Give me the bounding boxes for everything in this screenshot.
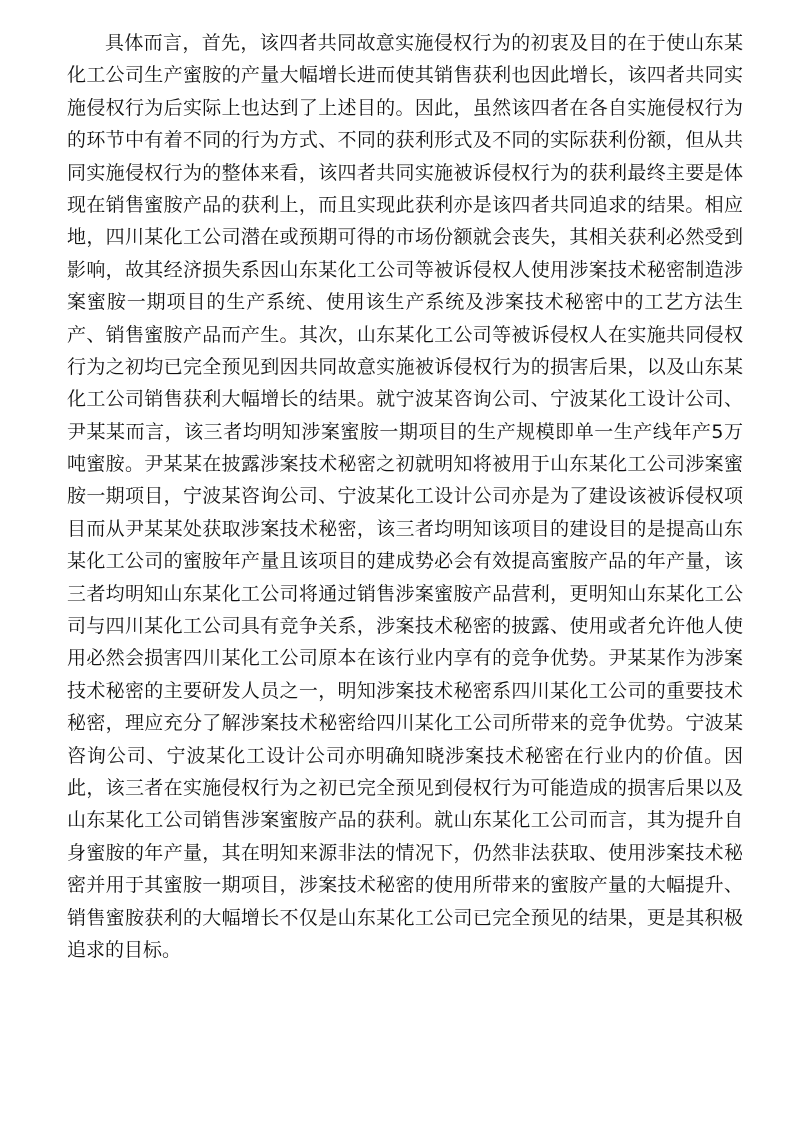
- body-paragraph: [67, 27, 743, 966]
- paragraph-line: 胺一期项目，宁波某咨询公司、宁波某化工设计公司亦是为了建设该被诉侵权项: [67, 485, 743, 508]
- paragraph-line: 同实施侵权行为的整体来看，该四者共同实施被诉侵权行为的获利最终主要是体: [67, 161, 743, 184]
- paragraph-line: 施侵权行为后实际上也达到了上述目的。因此，虽然该四者在各自实施侵权行为: [67, 96, 743, 119]
- paragraph-line: 行为之初均已完全预见到因共同故意实施被诉侵权行为的损害后果，以及山东某: [67, 355, 743, 378]
- paragraph-line: 化工公司销售获利大幅增长的结果。就宁波某咨询公司、宁波某化工设计公司、: [67, 388, 743, 411]
- paragraph-line: 具体而言，首先，该四者共同故意实施侵权行为的初衷及目的在于使山东某: [105, 32, 743, 54]
- paragraph-line: 化工公司生产蜜胺的产量大幅增长进而使其销售获利也因此增长，该四者共同实: [67, 64, 743, 87]
- paragraph-line: 尹某某而言，该三者均明知涉案蜜胺一期项目的生产规模即单一生产线年产5万: [67, 420, 743, 443]
- paragraph-line: 用必然会损害四川某化工公司原本在该行业内享有的竞争优势。尹某某作为涉案: [67, 647, 743, 670]
- paragraph-line: 咨询公司、宁波某化工设计公司亦明确知晓涉案技术秘密在行业内的价值。因: [67, 744, 743, 767]
- paragraph-line: 秘密，理应充分了解涉案技术秘密给四川某化工公司所带来的竞争优势。宁波某: [67, 712, 743, 735]
- paragraph-line: 的环节中有着不同的行为方式、不同的获利形式及不同的实际获利份额，但从共: [67, 129, 743, 152]
- paragraph-line: 技术秘密的主要研发人员之一，明知涉案技术秘密系四川某化工公司的重要技术: [67, 679, 743, 702]
- paragraph-line: 某化工公司的蜜胺年产量且该项目的建成势必会有效提高蜜胺产品的年产量，该: [67, 550, 743, 573]
- paragraph-line: 案蜜胺一期项目的生产系统、使用该生产系统及涉案技术秘密中的工艺方法生: [67, 291, 743, 314]
- paragraph-line: 山东某化工公司销售涉案蜜胺产品的获利。就山东某化工公司而言，其为提升自: [67, 809, 743, 832]
- paragraph-line: 销售蜜胺获利的大幅增长不仅是山东某化工公司已完全预见的结果，更是其积极: [67, 906, 743, 929]
- paragraph-line: 三者均明知山东某化工公司将通过销售涉案蜜胺产品营利，更明知山东某化工公: [67, 582, 743, 605]
- paragraph-line: 目而从尹某某处获取涉案技术秘密，该三者均明知该项目的建设目的是提高山东: [67, 517, 743, 540]
- paragraph-line: 追求的目标。: [67, 938, 182, 961]
- paragraph-line: 吨蜜胺。尹某某在披露涉案技术秘密之初就明知将被用于山东某化工公司涉案蜜: [67, 453, 743, 476]
- paragraph-line: 产、销售蜜胺产品而产生。其次，山东某化工公司等被诉侵权人在实施共同侵权: [67, 323, 743, 346]
- paragraph-line: 影响，故其经济损失系因山东某化工公司等被诉侵权人使用涉案技术秘密制造涉: [67, 258, 743, 281]
- paragraph-line: 现在销售蜜胺产品的获利上，而且实现此获利亦是该四者共同追求的结果。相应: [67, 193, 743, 216]
- paragraph-line: 密并用于其蜜胺一期项目，涉案技术秘密的使用所带来的蜜胺产量的大幅提升、: [67, 874, 743, 897]
- paragraph-line: 地，四川某化工公司潜在或预期可得的市场份额就会丧失，其相关获利必然受到: [67, 226, 743, 249]
- paragraph-line: 司与四川某化工公司具有竞争关系，涉案技术秘密的披露、使用或者允许他人使: [67, 615, 743, 638]
- paragraph-line: 此，该三者在实施侵权行为之初已完全预见到侵权行为可能造成的损害后果以及: [67, 776, 743, 799]
- paragraph-line: 身蜜胺的年产量，其在明知来源非法的情况下，仍然非法获取、使用涉案技术秘: [67, 841, 743, 864]
